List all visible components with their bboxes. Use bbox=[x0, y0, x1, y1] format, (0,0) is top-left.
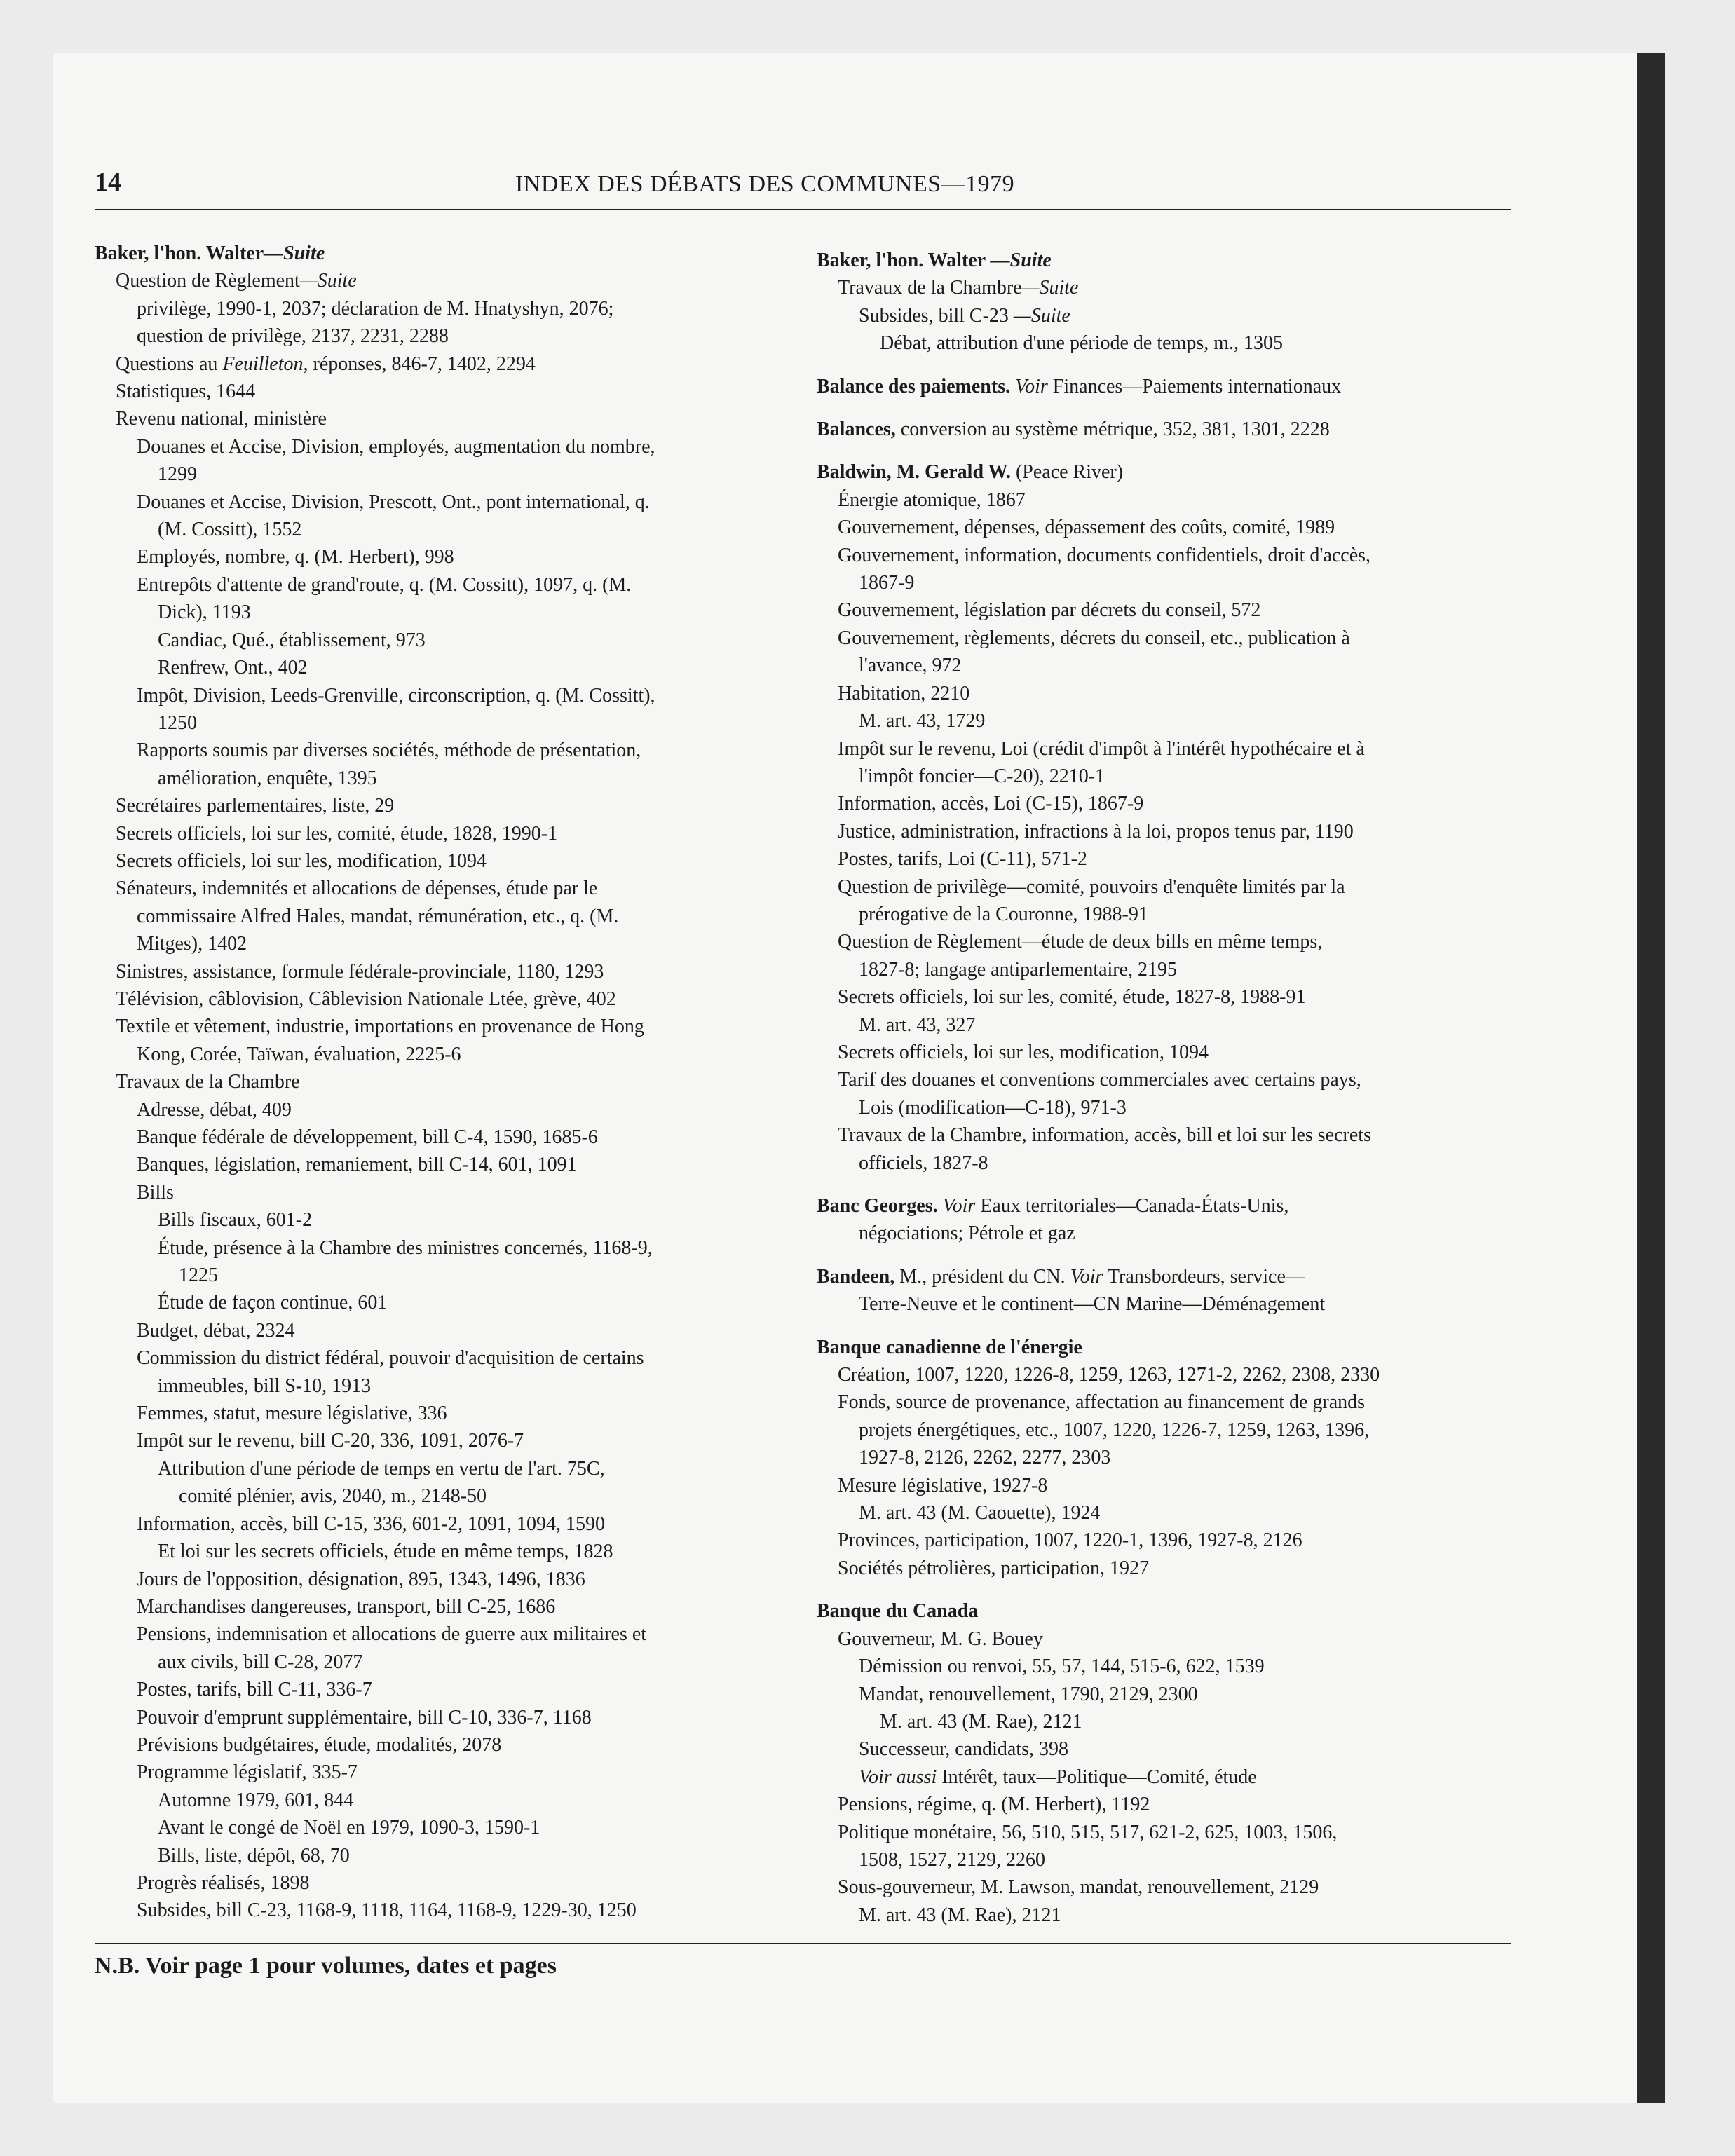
index-line bbox=[95, 1814, 803, 1841]
index-text: officiels, 1827-8 bbox=[859, 1152, 988, 1174]
index-line bbox=[95, 1344, 803, 1372]
index-line bbox=[95, 350, 803, 378]
index-italic: Feuilleton bbox=[222, 353, 304, 375]
index-text: 1508, 1527, 2129, 2260 bbox=[859, 1848, 1045, 1871]
index-text: Banque fédérale de développement, bill C-4, 1590, 1685-6 bbox=[137, 1126, 598, 1148]
header-rule bbox=[95, 209, 1511, 210]
index-text: Question de Règlement—étude de deux bills en même temps, bbox=[838, 931, 1323, 953]
index-text: Création, 1007, 1220, 1226-8, 1259, 1263, 1271-2, 2262, 2308, 2330 bbox=[838, 1364, 1380, 1386]
index-line bbox=[95, 322, 803, 350]
index-italic: Voir aussi bbox=[859, 1766, 937, 1788]
index-line bbox=[817, 818, 1525, 845]
index-line bbox=[817, 329, 1525, 357]
index-line bbox=[95, 543, 803, 571]
index-text: Sinistres, assistance, formule fédérale-provinciale, 1180, 1293 bbox=[116, 960, 604, 983]
index-text: Fonds, source de provenance, affectation au financement de grands bbox=[838, 1391, 1366, 1414]
index-line bbox=[95, 1842, 803, 1869]
index-text bbox=[938, 1195, 943, 1217]
index-line bbox=[95, 1151, 803, 1178]
index-line bbox=[95, 405, 803, 432]
index-line bbox=[817, 247, 1525, 274]
index-line bbox=[95, 820, 803, 847]
index-line bbox=[817, 1263, 1525, 1290]
index-line bbox=[817, 652, 1525, 679]
index-text: Postes, tarifs, Loi (C-11), 571-2 bbox=[838, 848, 1087, 871]
index-line bbox=[817, 735, 1525, 763]
suite-marker: —Suite bbox=[1021, 277, 1079, 299]
index-text: Débat, attribution d'une période de temps, m., 1305 bbox=[880, 332, 1284, 355]
index-text: M. art. 43, 327 bbox=[859, 1014, 976, 1036]
index-text: Banques, législation, remaniement, bill C-14, 601, 1091 bbox=[137, 1154, 577, 1176]
index-text: M. art. 43, 1729 bbox=[859, 710, 986, 732]
index-text: M. art. 43 (M. Rae), 2121 bbox=[880, 1710, 1082, 1733]
index-text: prérogative de la Couronne, 1988-91 bbox=[859, 903, 1148, 925]
index-text: 1299 bbox=[158, 463, 197, 486]
index-text: Impôt sur le revenu, Loi (crédit d'impôt à l'intérêt hypothécaire et à bbox=[838, 737, 1365, 760]
index-line bbox=[817, 1334, 1525, 1361]
index-line bbox=[817, 1011, 1525, 1039]
index-line bbox=[817, 373, 1525, 400]
index-text: Marchandises dangereuses, transport, bill C-25, 1686 bbox=[137, 1595, 556, 1618]
index-line bbox=[817, 790, 1525, 817]
index-line bbox=[95, 1234, 803, 1262]
index-text: Question de privilège—comité, pouvoirs d'enquête limités par la bbox=[838, 875, 1345, 898]
index-text: Étude, présence à la Chambre des ministres concernés, 1168-9, bbox=[158, 1236, 653, 1259]
index-heading: Banque du Canada bbox=[817, 1600, 979, 1623]
index-text: conversion au système métrique, 352, 381, 1301, 2228 bbox=[895, 418, 1330, 441]
index-text: négociations; Pétrole et gaz bbox=[859, 1222, 1075, 1245]
index-line bbox=[817, 274, 1525, 301]
index-line bbox=[817, 1597, 1525, 1625]
index-text: l'avance, 972 bbox=[859, 655, 962, 677]
index-text: Mesure législative, 1927-8 bbox=[838, 1474, 1048, 1496]
index-line bbox=[817, 1819, 1525, 1846]
index-line bbox=[95, 1041, 803, 1068]
index-text: Politique monétaire, 56, 510, 515, 517, 621-2, 625, 1003, 1506, bbox=[838, 1821, 1338, 1843]
index-text: Subsides, bill C-23 bbox=[859, 304, 1014, 327]
index-text: Bills fiscaux, 601-2 bbox=[158, 1209, 313, 1231]
index-line bbox=[95, 627, 803, 654]
index-line bbox=[95, 1206, 803, 1234]
index-text: Douanes et Accise, Division, employés, augmentation du nombre, bbox=[137, 435, 655, 458]
index-text-after: Eaux territoriales—Canada-États-Unis, bbox=[975, 1195, 1289, 1217]
suite-marker: —Suite bbox=[299, 270, 357, 292]
index-heading: Baldwin, M. Gerald W. bbox=[817, 461, 1011, 484]
index-line bbox=[95, 847, 803, 875]
index-text: Information, accès, Loi (C-15), 1867-9 bbox=[838, 793, 1144, 815]
index-line bbox=[817, 302, 1525, 329]
index-line bbox=[95, 1179, 803, 1206]
index-text: Textile et vêtement, industrie, importations en provenance de Hong bbox=[116, 1016, 644, 1038]
index-text: Subsides, bill C-23, 1168-9, 1118, 1164, 1168-9, 1229-30, 1250 bbox=[137, 1899, 637, 1922]
page-header bbox=[95, 167, 1511, 209]
index-line bbox=[817, 1555, 1525, 1582]
index-line bbox=[817, 1066, 1525, 1093]
index-line bbox=[95, 1372, 803, 1400]
index-text: M. art. 43 (M. Rae), 2121 bbox=[859, 1904, 1061, 1926]
index-line bbox=[95, 958, 803, 985]
index-line bbox=[95, 1317, 803, 1344]
index-heading: Banque canadienne de l'énergie bbox=[817, 1336, 1082, 1358]
index-text: Secrets officiels, loi sur les, modification, 1094 bbox=[116, 850, 487, 872]
index-line bbox=[95, 1649, 803, 1676]
index-line bbox=[817, 1417, 1525, 1444]
index-text: Télévision, câblovision, Câblevision Nationale Ltée, grève, 402 bbox=[116, 988, 616, 1010]
index-line bbox=[95, 460, 803, 488]
index-line bbox=[95, 516, 803, 543]
index-line bbox=[817, 542, 1525, 569]
index-text: comité plénier, avis, 2040, m., 2148-50 bbox=[179, 1485, 487, 1508]
index-text: Mitges), 1402 bbox=[137, 933, 247, 955]
index-line bbox=[95, 875, 803, 902]
index-text: Lois (modification—C-18), 971-3 bbox=[859, 1096, 1127, 1119]
index-line bbox=[817, 1735, 1525, 1763]
index-line bbox=[95, 378, 803, 405]
index-italic: Voir bbox=[1015, 375, 1048, 397]
index-line bbox=[817, 1094, 1525, 1121]
index-text: Bills bbox=[137, 1181, 174, 1203]
index-line bbox=[817, 1121, 1525, 1149]
index-text: Étude de façon continue, 601 bbox=[158, 1292, 388, 1314]
index-text: Sous-gouverneur, M. Lawson, mandat, renouvellement, 2129 bbox=[838, 1876, 1319, 1899]
index-line bbox=[95, 1013, 803, 1040]
index-line bbox=[817, 1472, 1525, 1499]
index-line bbox=[817, 486, 1525, 514]
index-text: Justice, administration, infractions à la loi, propos tenus par, 1190 bbox=[838, 820, 1354, 842]
index-text: Postes, tarifs, bill C-11, 336-7 bbox=[137, 1679, 372, 1701]
index-text: 1250 bbox=[158, 711, 197, 734]
index-line bbox=[817, 416, 1525, 443]
index-text: Renfrew, Ont., 402 bbox=[158, 657, 308, 679]
index-line bbox=[95, 1427, 803, 1454]
index-line bbox=[817, 1039, 1525, 1066]
index-line bbox=[817, 983, 1525, 1011]
index-text: Entrepôts d'attente de grand'route, q. (M. Cossitt), 1097, q. (M. bbox=[137, 573, 632, 596]
index-text: Automne 1979, 601, 844 bbox=[158, 1789, 354, 1811]
index-line bbox=[95, 1455, 803, 1482]
index-text: Programme législatif, 335-7 bbox=[137, 1761, 358, 1784]
index-text: Habitation, 2210 bbox=[838, 682, 970, 704]
index-text: Kong, Corée, Taïwan, évaluation, 2225-6 bbox=[137, 1043, 461, 1065]
index-line bbox=[95, 682, 803, 709]
index-line bbox=[817, 625, 1525, 652]
index-line bbox=[817, 1220, 1525, 1247]
index-line bbox=[817, 1290, 1525, 1318]
index-line bbox=[95, 930, 803, 957]
index-line bbox=[95, 1731, 803, 1759]
index-line bbox=[95, 792, 803, 819]
index-text: Statistiques, 1644 bbox=[116, 381, 256, 403]
index-line bbox=[95, 654, 803, 681]
index-line bbox=[95, 1759, 803, 1786]
index-line bbox=[95, 1510, 803, 1538]
index-text: 1225 bbox=[179, 1264, 218, 1287]
index-line bbox=[817, 1499, 1525, 1527]
index-text: Impôt, Division, Leeds-Grenville, circonscription, q. (M. Cossitt), bbox=[137, 684, 655, 707]
index-text: Terre-Neuve et le continent—CN Marine—Déménagement bbox=[859, 1293, 1326, 1316]
index-text: Travaux de la Chambre bbox=[116, 1071, 300, 1093]
index-line bbox=[95, 1124, 803, 1151]
suite-marker: —Suite bbox=[264, 243, 325, 264]
index-text: projets énergétiques, etc., 1007, 1220, 1226-7, 1259, 1263, 1396, bbox=[859, 1419, 1370, 1441]
index-text: Démission ou renvoi, 55, 57, 144, 515-6, 622, 1539 bbox=[859, 1656, 1265, 1678]
index-line bbox=[817, 1527, 1525, 1554]
index-text: Gouvernement, information, documents confidentiels, droit d'accès, bbox=[838, 544, 1371, 566]
index-line bbox=[95, 1482, 803, 1510]
index-text: commissaire Alfred Hales, mandat, rémunération, etc., q. (M. bbox=[137, 905, 619, 927]
index-text: Budget, débat, 2324 bbox=[137, 1319, 295, 1342]
index-text: Jours de l'opposition, désignation, 895, 1343, 1496, 1836 bbox=[137, 1568, 585, 1590]
index-line bbox=[817, 901, 1525, 928]
index-text: Question de Règlement bbox=[116, 270, 300, 292]
index-text: Douanes et Accise, Division, Prescott, Ont., pont international, q. bbox=[137, 491, 650, 513]
running-title: INDEX DES DÉBATS DES COMMUNES—1979 bbox=[515, 171, 1015, 197]
index-column-right bbox=[817, 247, 1525, 1929]
footnote: N.B. Voir page 1 pour volumes, dates et pages bbox=[95, 1953, 557, 1979]
index-text: immeubles, bill S-10, 1913 bbox=[158, 1374, 372, 1397]
index-line bbox=[817, 458, 1525, 486]
index-line bbox=[95, 1593, 803, 1621]
index-text: (M. Cossitt), 1552 bbox=[158, 519, 302, 541]
index-line bbox=[817, 763, 1525, 790]
index-heading: Balances, bbox=[817, 418, 896, 441]
index-text: Travaux de la Chambre, information, accès, bill et loi sur les secrets bbox=[838, 1124, 1371, 1147]
index-line bbox=[95, 571, 803, 599]
index-line bbox=[817, 1708, 1525, 1735]
index-line bbox=[95, 1676, 803, 1703]
index-text: Employés, nombre, q. (M. Herbert), 998 bbox=[137, 546, 454, 568]
index-text: Commission du district fédéral, pouvoir d'acquisition de certains bbox=[137, 1347, 644, 1370]
index-text: Bills, liste, dépôt, 68, 70 bbox=[158, 1844, 350, 1867]
index-line bbox=[95, 1787, 803, 1814]
index-line bbox=[95, 1262, 803, 1289]
index-text: M. art. 43 (M. Caouette), 1924 bbox=[859, 1502, 1101, 1524]
index-text: Impôt sur le revenu, bill C-20, 336, 1091, 2076-7 bbox=[137, 1430, 524, 1452]
index-text: Candiac, Qué., établissement, 973 bbox=[158, 629, 426, 651]
index-line bbox=[817, 1902, 1525, 1929]
index-text: Secrétaires parlementaires, liste, 29 bbox=[116, 795, 395, 817]
index-line bbox=[95, 737, 803, 764]
index-text: Sociétés pétrolières, participation, 1927 bbox=[838, 1557, 1149, 1579]
index-heading: Balance des paiements. bbox=[817, 375, 1011, 397]
index-text: Secrets officiels, loi sur les, comité, étude, 1827-8, 1988-91 bbox=[838, 986, 1306, 1009]
index-line bbox=[817, 1389, 1525, 1416]
index-line bbox=[95, 295, 803, 322]
index-line bbox=[817, 1625, 1525, 1653]
index-line bbox=[817, 1846, 1525, 1874]
index-text: (Peace River) bbox=[1010, 461, 1124, 484]
index-line bbox=[817, 1653, 1525, 1680]
index-line bbox=[95, 240, 803, 267]
index-text: Attribution d'une période de temps en vertu de l'art. 75C, bbox=[158, 1457, 605, 1480]
index-line bbox=[817, 1681, 1525, 1708]
index-column-left bbox=[95, 240, 803, 1925]
index-text: Successeur, candidats, 398 bbox=[859, 1738, 1069, 1761]
index-text-after: , réponses, 846-7, 1402, 2294 bbox=[303, 353, 536, 375]
index-text: Baker, l'hon. Walter bbox=[95, 243, 264, 264]
index-heading: Banc Georges. bbox=[817, 1195, 938, 1217]
index-text-after: Intérêt, taux—Politique—Comité, étude bbox=[937, 1766, 1257, 1788]
index-line bbox=[817, 680, 1525, 707]
index-line bbox=[817, 1874, 1525, 1901]
index-line bbox=[817, 707, 1525, 735]
index-text: Gouverneur, M. G. Bouey bbox=[838, 1628, 1043, 1650]
index-line bbox=[817, 873, 1525, 901]
index-text: Secrets officiels, loi sur les, comité, étude, 1828, 1990-1 bbox=[116, 822, 558, 845]
index-line bbox=[95, 1068, 803, 1096]
index-text: Secrets officiels, loi sur les, modification, 1094 bbox=[838, 1041, 1209, 1063]
index-text: M., président du CN. bbox=[894, 1265, 1070, 1288]
index-text: Avant le congé de Noël en 1979, 1090-3, 1590-1 bbox=[158, 1817, 540, 1839]
index-line bbox=[95, 433, 803, 460]
suite-marker: —Suite bbox=[1013, 304, 1070, 327]
index-text: Pouvoir d'emprunt supplémentaire, bill C-10, 336-7, 1168 bbox=[137, 1706, 592, 1728]
index-text: Provinces, participation, 1007, 1220-1, 1396, 1927-8, 2126 bbox=[838, 1529, 1302, 1552]
index-heading: Bandeen, bbox=[817, 1265, 895, 1288]
index-line bbox=[817, 1192, 1525, 1220]
index-text: Pensions, indemnisation et allocations de guerre aux militaires et bbox=[137, 1623, 647, 1646]
suite-marker: —Suite bbox=[990, 250, 1052, 271]
index-line bbox=[95, 985, 803, 1013]
index-italic: Voir bbox=[942, 1195, 976, 1217]
index-line bbox=[95, 1566, 803, 1593]
index-line bbox=[95, 1400, 803, 1427]
index-line bbox=[95, 1897, 803, 1924]
index-text: Énergie atomique, 1867 bbox=[838, 489, 1026, 511]
index-line bbox=[95, 1096, 803, 1124]
index-line bbox=[95, 1869, 803, 1897]
index-text: amélioration, enquête, 1395 bbox=[158, 767, 377, 789]
index-line bbox=[95, 765, 803, 792]
index-text: Rapports soumis par diverses sociétés, méthode de présentation, bbox=[137, 739, 641, 762]
index-text: Mandat, renouvellement, 1790, 2129, 2300 bbox=[859, 1683, 1198, 1705]
page-number: 14 bbox=[95, 168, 121, 197]
index-line bbox=[817, 1149, 1525, 1177]
index-line bbox=[95, 489, 803, 516]
index-line bbox=[817, 956, 1525, 983]
index-text: Prévisions budgétaires, étude, modalités, 2078 bbox=[137, 1733, 502, 1756]
index-text: question de privilège, 2137, 2231, 2288 bbox=[137, 325, 449, 348]
index-text: Gouvernement, législation par décrets du conseil, 572 bbox=[838, 599, 1261, 622]
index-text: Tarif des douanes et conventions commerciales avec certains pays, bbox=[838, 1069, 1361, 1091]
index-text: Dick), 1193 bbox=[158, 601, 251, 624]
index-text: Adresse, débat, 409 bbox=[137, 1098, 292, 1121]
index-text: Et loi sur les secrets officiels, étude en même temps, 1828 bbox=[158, 1541, 613, 1563]
footer-rule bbox=[95, 1943, 1511, 1944]
index-line bbox=[817, 569, 1525, 596]
index-line bbox=[95, 1704, 803, 1731]
index-text: Revenu national, ministère bbox=[116, 408, 327, 430]
index-text: privilège, 1990-1, 2037; déclaration de M. Hnatyshyn, 2076; bbox=[137, 297, 614, 320]
index-text: Progrès réalisés, 1898 bbox=[137, 1871, 310, 1894]
index-text: l'impôt foncier—C-20), 2210-1 bbox=[859, 765, 1105, 787]
index-line bbox=[817, 845, 1525, 873]
index-text: Gouvernement, règlements, décrets du conseil, etc., publication à bbox=[838, 627, 1350, 649]
index-text: Sénateurs, indemnités et allocations de dépenses, étude par le bbox=[116, 878, 598, 900]
index-italic: Voir bbox=[1070, 1265, 1103, 1288]
index-text: Baker, l'hon. Walter bbox=[817, 250, 991, 271]
index-line bbox=[817, 596, 1525, 624]
index-line bbox=[95, 267, 803, 294]
index-text: Travaux de la Chambre bbox=[838, 277, 1022, 299]
index-text: Information, accès, bill C-15, 336, 601-2, 1091, 1094, 1590 bbox=[137, 1513, 606, 1535]
index-line bbox=[817, 514, 1525, 541]
index-line bbox=[95, 1289, 803, 1316]
index-line bbox=[95, 1538, 803, 1565]
index-line bbox=[817, 1791, 1525, 1818]
index-text: Gouvernement, dépenses, dépassement des coûts, comité, 1989 bbox=[838, 517, 1335, 539]
index-line bbox=[817, 1361, 1525, 1389]
index-text: aux civils, bill C-28, 2077 bbox=[158, 1651, 363, 1673]
index-text: Questions au bbox=[116, 353, 223, 375]
index-line bbox=[95, 709, 803, 737]
index-text-after: Transbordeurs, service— bbox=[1103, 1265, 1305, 1288]
index-line bbox=[817, 1763, 1525, 1791]
scan-edge bbox=[1637, 53, 1665, 2103]
index-line bbox=[95, 903, 803, 930]
index-text: 1827-8; langage antiparlementaire, 2195 bbox=[859, 958, 1178, 981]
index-line bbox=[817, 928, 1525, 955]
index-line bbox=[95, 1621, 803, 1648]
index-text: 1927-8, 2126, 2262, 2277, 2303 bbox=[859, 1447, 1111, 1469]
index-text: Femmes, statut, mesure législative, 336 bbox=[137, 1403, 447, 1425]
index-line bbox=[95, 599, 803, 626]
index-text: Pensions, régime, q. (M. Herbert), 1192 bbox=[838, 1794, 1150, 1816]
index-text-after: Finances—Paiements internationaux bbox=[1047, 375, 1342, 397]
index-line bbox=[817, 1444, 1525, 1471]
index-text: 1867-9 bbox=[859, 572, 915, 594]
